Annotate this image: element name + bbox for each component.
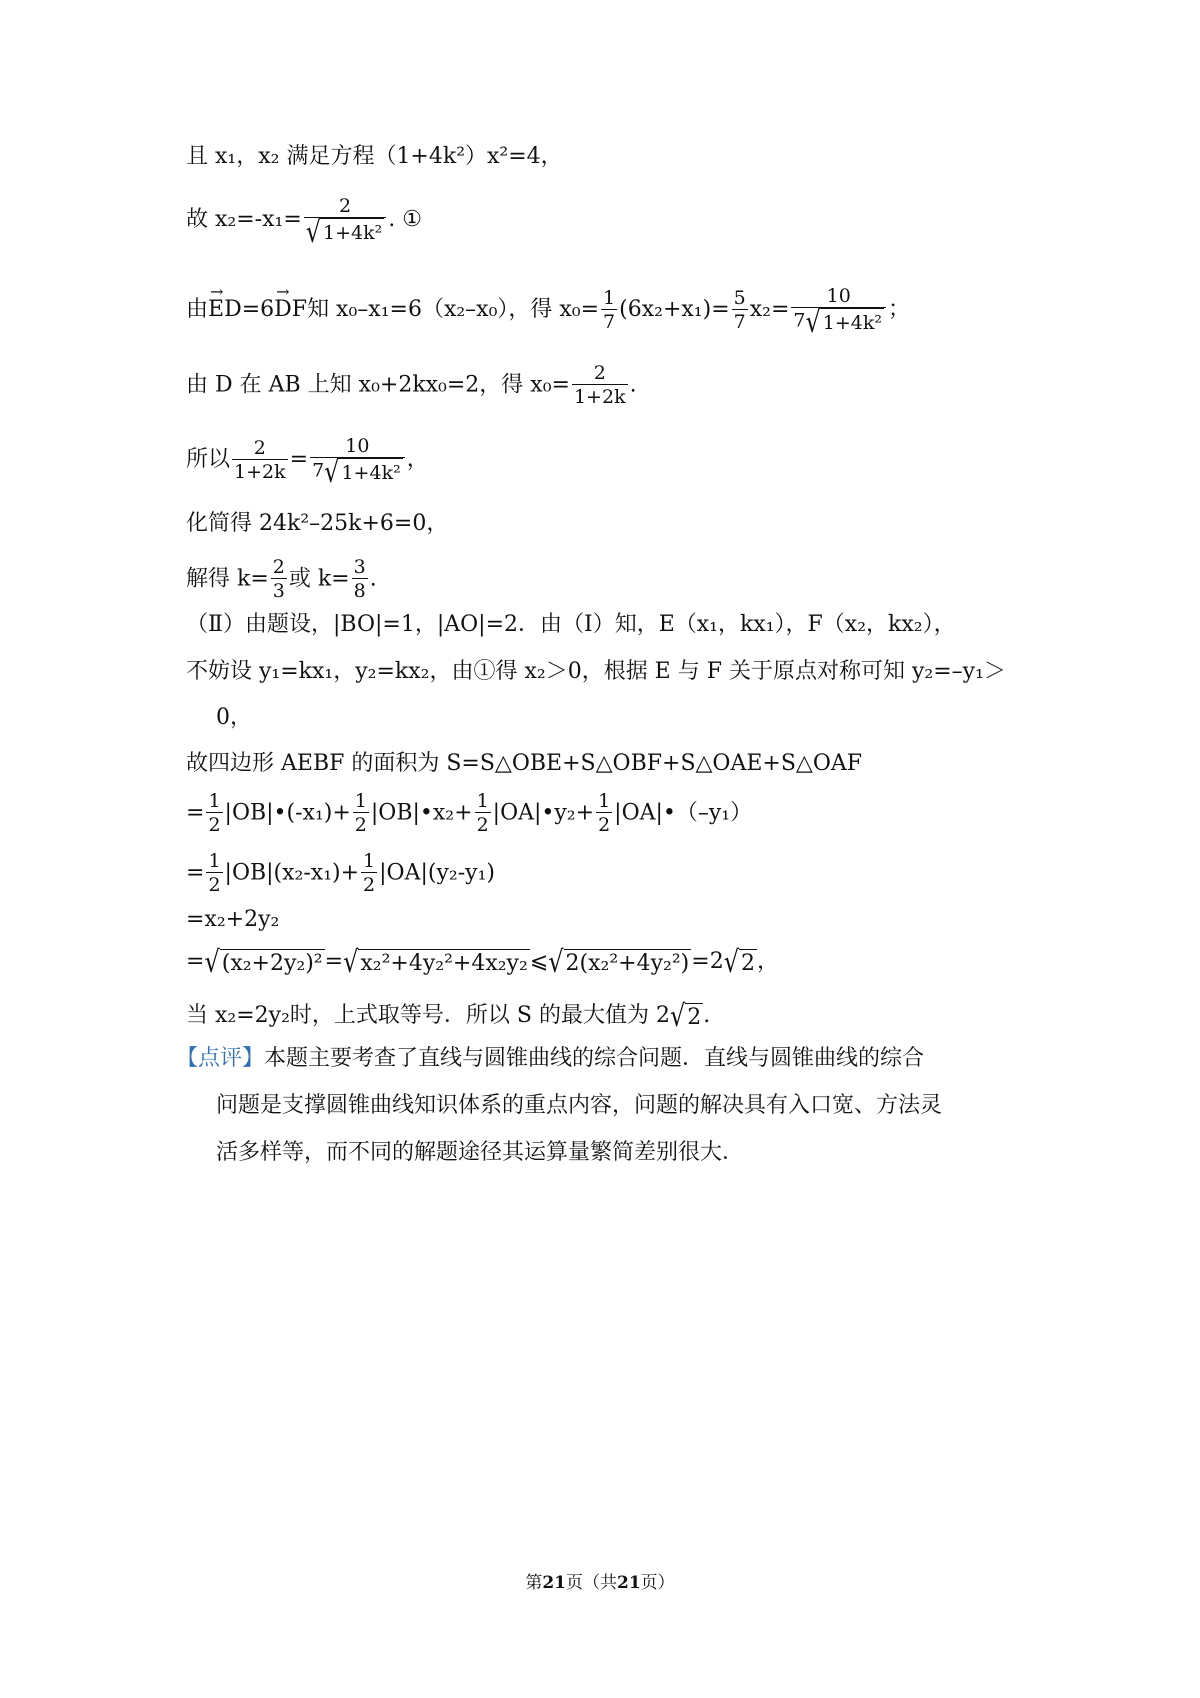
line-text: = xyxy=(186,860,205,886)
numerator: 1 xyxy=(363,850,376,872)
text-line-13 xyxy=(186,850,495,897)
fraction xyxy=(572,362,628,409)
numerator: 10 xyxy=(826,285,851,307)
fraction xyxy=(361,850,377,897)
line-text: =x₂+2y₂ xyxy=(186,907,280,932)
fraction xyxy=(601,287,617,334)
numerator: 1 xyxy=(603,286,616,309)
line-text: 或 k= xyxy=(288,566,350,592)
fraction xyxy=(732,287,748,334)
numerator: 2 xyxy=(338,195,352,217)
denominator: 2 xyxy=(208,874,221,896)
line-text: (6x₂+x₁)= xyxy=(619,297,730,322)
line-text: =2 xyxy=(691,949,724,974)
denominator: 1+2k xyxy=(234,460,286,483)
numerator: 1 xyxy=(598,790,611,812)
text-line-3 xyxy=(186,285,911,339)
line-text: ； xyxy=(888,297,911,322)
radicand: 1+4k² xyxy=(821,308,884,335)
fraction xyxy=(791,285,886,339)
line-text: = xyxy=(324,949,344,974)
numerator: 1 xyxy=(354,790,367,812)
denominator: 7 xyxy=(733,310,746,333)
denominator: 2 xyxy=(208,814,221,836)
line-text: |OB|•(-x₁)+ xyxy=(224,800,351,826)
denominator: 3 xyxy=(272,580,285,602)
text-line-12 xyxy=(186,790,752,837)
line-text: |OB|(x₂-x₁)+ xyxy=(224,860,360,886)
square-root: √2(x₂²+4y₂²) xyxy=(548,944,690,980)
footer-text: 页（共 xyxy=(566,1573,617,1593)
text-line-10 xyxy=(216,702,252,734)
line-text: 活多样等，而不同的解题途径其运算量繁简差别很大． xyxy=(216,1140,745,1165)
radicand: 2(x₂²+4y₂²) xyxy=(565,950,690,976)
denominator: 2 xyxy=(476,814,489,836)
line-text: . ① xyxy=(388,207,422,232)
denominator: √ 1+4k² xyxy=(304,217,387,245)
square-root: √2 xyxy=(669,998,702,1034)
fraction xyxy=(353,790,369,837)
text-line-16 xyxy=(186,1000,710,1032)
line-text: = xyxy=(186,800,205,826)
text-line-11 xyxy=(186,748,862,780)
line-text: = xyxy=(289,447,309,472)
line-text: |OA|(y₂-y₁) xyxy=(379,860,495,886)
line-text: 0， xyxy=(216,705,252,730)
line-text: 故四边形 AEBF 的面积为 S=S△OBE+S△OBF+S△OAE+S△OAF xyxy=(186,751,863,776)
line-text: ⩽ xyxy=(529,949,549,974)
denominator: 2 xyxy=(598,814,611,836)
radicand: 1+4k² xyxy=(339,458,402,485)
square-root: √(x₂+2y₂)² xyxy=(204,944,323,980)
numerator: 2 xyxy=(253,436,266,459)
footer-text: 第 xyxy=(525,1573,543,1593)
vector-df: → DF xyxy=(274,294,307,326)
line-text: |OA|•（–y₁） xyxy=(614,800,753,826)
radicand: 2 xyxy=(687,1004,702,1030)
text-line-6 xyxy=(186,508,448,540)
numerator: 1 xyxy=(208,790,221,812)
denominator: 8 xyxy=(353,580,366,602)
line-text: 解得 k= xyxy=(186,566,269,592)
line-text: 化简得 24k²–25k+6=0， xyxy=(186,511,449,536)
radicand: 2 xyxy=(741,950,755,976)
line-text: . xyxy=(369,566,377,592)
radicand: 1+4k² xyxy=(321,218,384,245)
page-total: 21 xyxy=(617,1573,641,1593)
line-text: 由 xyxy=(186,297,209,322)
numerator: 10 xyxy=(345,435,370,457)
footer-text: 页） xyxy=(640,1573,675,1593)
text-line-15 xyxy=(186,946,779,978)
denominator: 2 xyxy=(354,814,367,836)
line-text: （Ⅱ）由题设，|BO|=1，|AO|=2．由（Ⅰ）知，E（x₁，kx₁），F（x₂，kx₂）， xyxy=(186,612,956,637)
line-text: 所以 xyxy=(186,447,231,472)
line-text: . xyxy=(703,1003,711,1028)
text-line-1 xyxy=(186,141,563,173)
fraction xyxy=(206,790,222,837)
line-text: 由 D 在 AB 上知 x₀+2kx₀=2，得 x₀= xyxy=(186,372,570,398)
fraction xyxy=(475,790,491,837)
vector-ed: → ED xyxy=(208,294,242,326)
line-text: 本题主要考查了直线与圆锥曲线的综合问题．直线与圆锥曲线的综合 xyxy=(264,1046,925,1071)
comment-line-2 xyxy=(216,1090,942,1122)
line-text: . xyxy=(629,372,637,398)
line-text: ， xyxy=(757,949,780,974)
text-line-8 xyxy=(186,609,956,641)
denominator: 7√ 1+4k² xyxy=(310,457,405,485)
coefficient: 7 xyxy=(312,459,325,482)
fraction xyxy=(310,435,405,489)
line-text: ， xyxy=(406,447,429,472)
text-line-9 xyxy=(186,656,1006,688)
line-text: 不妨设 y₁=kx₁，y₂=kx₂，由①得 x₂＞0，根据 E 与 F 关于原点对称可知 y₂=–y₁＞ xyxy=(186,659,1006,684)
comment-line-1 xyxy=(176,1043,924,1075)
fraction xyxy=(352,556,368,603)
line-text: |OB|•x₂+ xyxy=(370,800,473,826)
fraction xyxy=(206,850,222,897)
text-line-5 xyxy=(186,435,429,489)
numerator: 3 xyxy=(353,556,366,578)
denominator: 7√ 1+4k² xyxy=(791,307,886,335)
comment-line-3 xyxy=(216,1137,744,1169)
radicand: (x₂+2y₂)² xyxy=(221,950,323,976)
line-text: x₂= xyxy=(749,297,790,322)
comment-badge: 【点评】 xyxy=(176,1046,265,1071)
line-text: =6 xyxy=(241,297,275,322)
square-root: √2 xyxy=(723,944,755,980)
numerator: 1 xyxy=(476,790,489,812)
coefficient: 7 xyxy=(793,309,806,332)
fraction xyxy=(304,195,387,249)
denominator: 7 xyxy=(603,310,616,333)
numerator: 2 xyxy=(272,556,285,578)
numerator: 5 xyxy=(733,286,746,309)
fraction xyxy=(232,437,288,484)
text-line-7 xyxy=(186,556,377,603)
page-number: 21 xyxy=(542,1573,566,1593)
line-text: 知 x₀–x₁=6（x₂–x₀），得 x₀= xyxy=(307,297,600,322)
line-text: = xyxy=(186,949,205,974)
denominator: 2 xyxy=(363,874,376,896)
denominator: 1+2k xyxy=(573,386,626,408)
line-text: 问题是支撑圆锥曲线知识体系的重点内容，问题的解决具有入口宽、方法灵 xyxy=(216,1093,943,1118)
page-footer xyxy=(0,1568,1200,1593)
text-line-2 xyxy=(186,195,422,249)
radicand: x₂²+4y₂²+4x₂y₂ xyxy=(360,950,528,976)
text-line-4 xyxy=(186,362,637,409)
numerator: 2 xyxy=(593,362,606,384)
square-root: √x₂²+4y₂²+4x₂y₂ xyxy=(343,944,528,980)
text-line-14 xyxy=(186,904,279,936)
fraction xyxy=(596,790,612,837)
line-text: 且 x₁，x₂ 满足方程（1+4k²）x²=4， xyxy=(186,144,563,169)
line-text: 故 x₂=-x₁= xyxy=(186,207,302,232)
fraction xyxy=(271,556,287,603)
numerator: 1 xyxy=(208,850,221,872)
line-text: 当 x₂=2y₂时，上式取等号．所以 S 的最大值为 2 xyxy=(186,1003,670,1028)
line-text: |OA|•y₂+ xyxy=(492,800,595,826)
